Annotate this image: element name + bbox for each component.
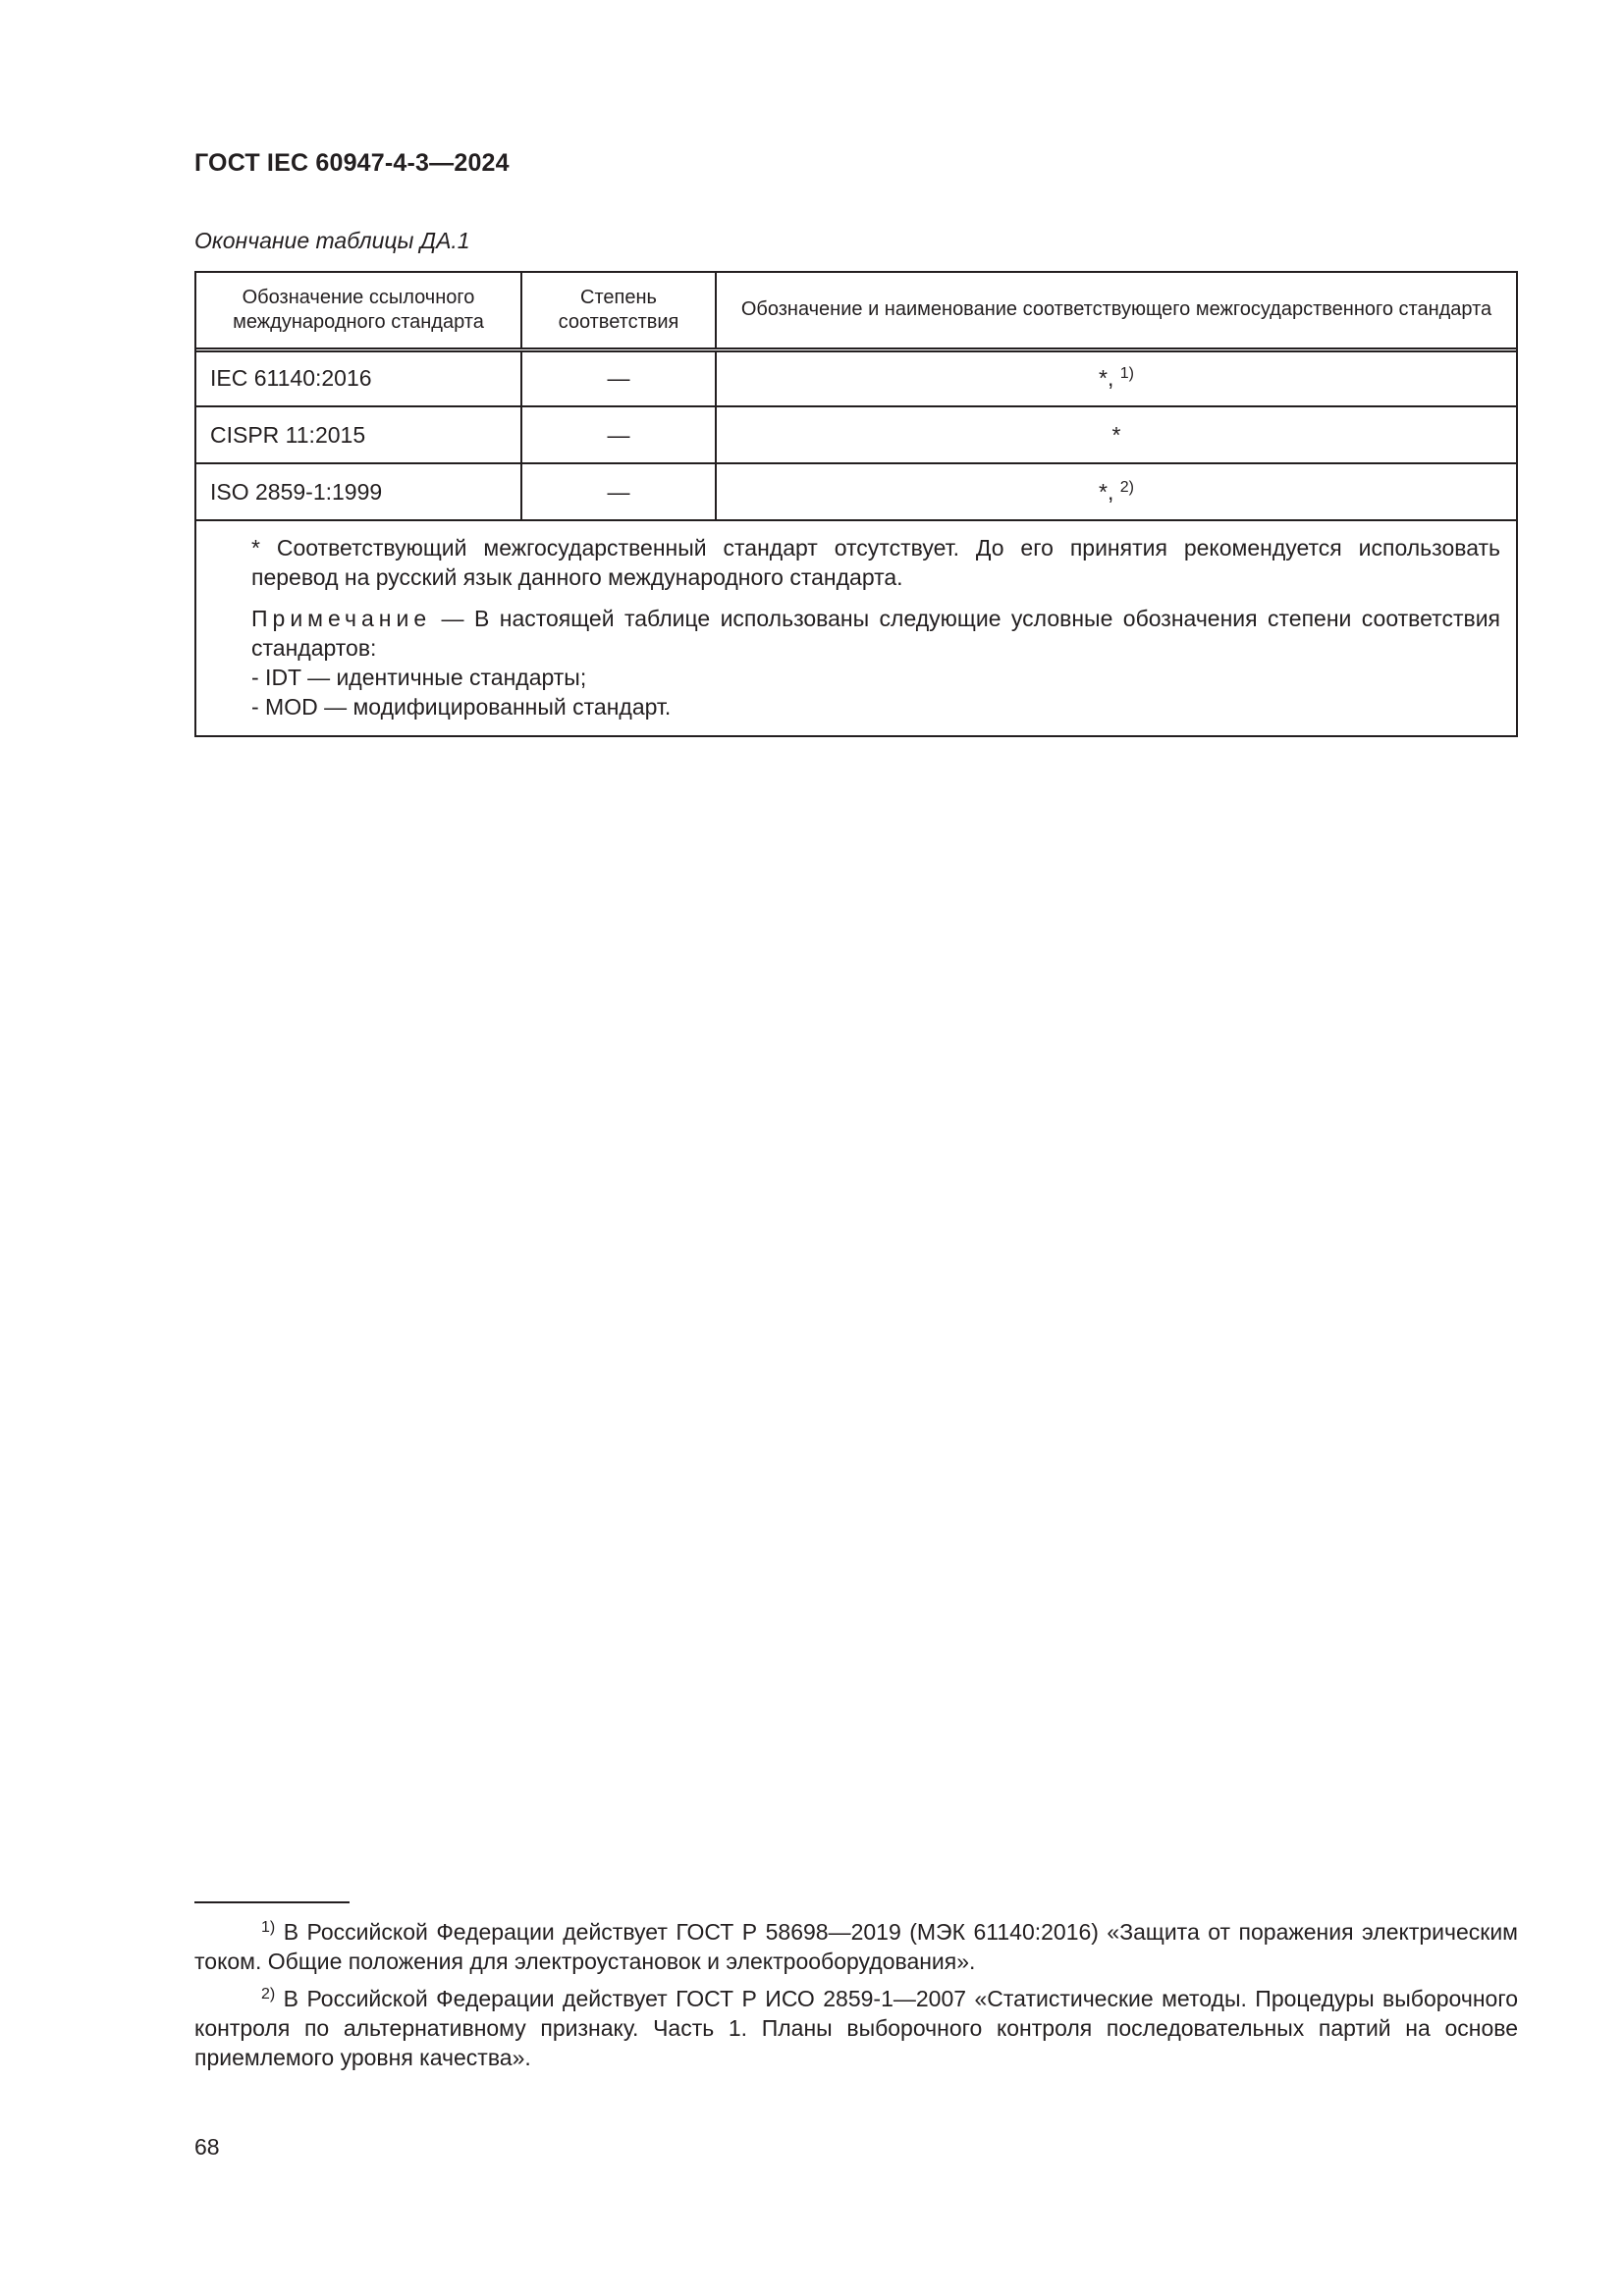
footnote — [194, 1917, 1518, 1976]
cell-standard: CISPR 11:2015 — [196, 406, 521, 463]
table-notes — [196, 521, 1516, 735]
cell-reference — [716, 406, 1516, 463]
document-code-header: ГОСТ IEC 60947-4-3—2024 — [194, 149, 510, 177]
page-number: 68 — [194, 2134, 220, 2160]
footnote — [194, 1984, 1518, 2072]
footnote-separator — [194, 1901, 350, 1903]
note-block — [251, 604, 1500, 721]
table-caption: Окончание таблицы ДА.1 — [194, 228, 470, 253]
footnote-mark: 2) — [261, 1986, 276, 2002]
cell-standard: ISO 2859-1:1999 — [196, 463, 521, 520]
reference-text: *, — [1099, 365, 1120, 392]
table-row — [196, 349, 1516, 406]
cell-reference — [716, 463, 1516, 520]
table-header-row — [196, 273, 1516, 349]
column-header-degree: Степень соответствия — [521, 273, 716, 349]
table-row — [196, 406, 1516, 463]
reference-text: *, — [1099, 478, 1120, 505]
standards-table — [194, 271, 1518, 737]
footnote-mark: 2) — [1119, 478, 1134, 496]
footnote-mark: 1) — [1119, 365, 1134, 383]
note-paragraph — [251, 604, 1500, 663]
footnote-mark: 1) — [261, 1919, 276, 1936]
asterisk-note: * Соответствующий межгосударственный стандарт отсутствует. До его принятия рекомендуется использовать перевод на русский язык данного международного стандарта. — [251, 535, 1500, 590]
cell-reference — [716, 349, 1516, 406]
cell-degree: — — [521, 463, 716, 520]
list-item: - MOD — модифицированный стандарт. — [251, 694, 672, 720]
column-header-interstate-standard: Обозначение и наименование соответствующего межгосударственного стандарта — [716, 273, 1516, 349]
cell-degree: — — [521, 406, 716, 463]
note-text: — В настоящей таблице использованы следующие условные обозначения степени соответствия стандартов: — [251, 606, 1500, 661]
note-word: Примечание — [251, 606, 432, 631]
footnote-text: В Российской Федерации действует ГОСТ Р ИСО 2859-1—2007 «Статистические методы. Процедуры выборочного контроля по альтернативному признаку. Часть 1. Планы выборочного контроля последовательных партий на основе приемлемого уровня качества». — [194, 1986, 1518, 2070]
footnote-text: В Российской Федерации действует ГОСТ Р 58698—2019 (МЭК 61140:2016) «Защита от поражения электрическим током. Общие положения для электроустановок и электрооборудования». — [194, 1919, 1518, 1974]
list-item: - IDT — идентичные стандарты; — [251, 665, 587, 690]
table-row — [196, 463, 1516, 520]
standards-table-grid — [196, 273, 1516, 521]
cell-standard: IEC 61140:2016 — [196, 349, 521, 406]
column-header-standard: Обозначение ссылочного международного стандарта — [196, 273, 521, 349]
footnotes — [194, 1917, 1518, 2080]
cell-degree: — — [521, 349, 716, 406]
reference-text: * — [1111, 421, 1121, 448]
